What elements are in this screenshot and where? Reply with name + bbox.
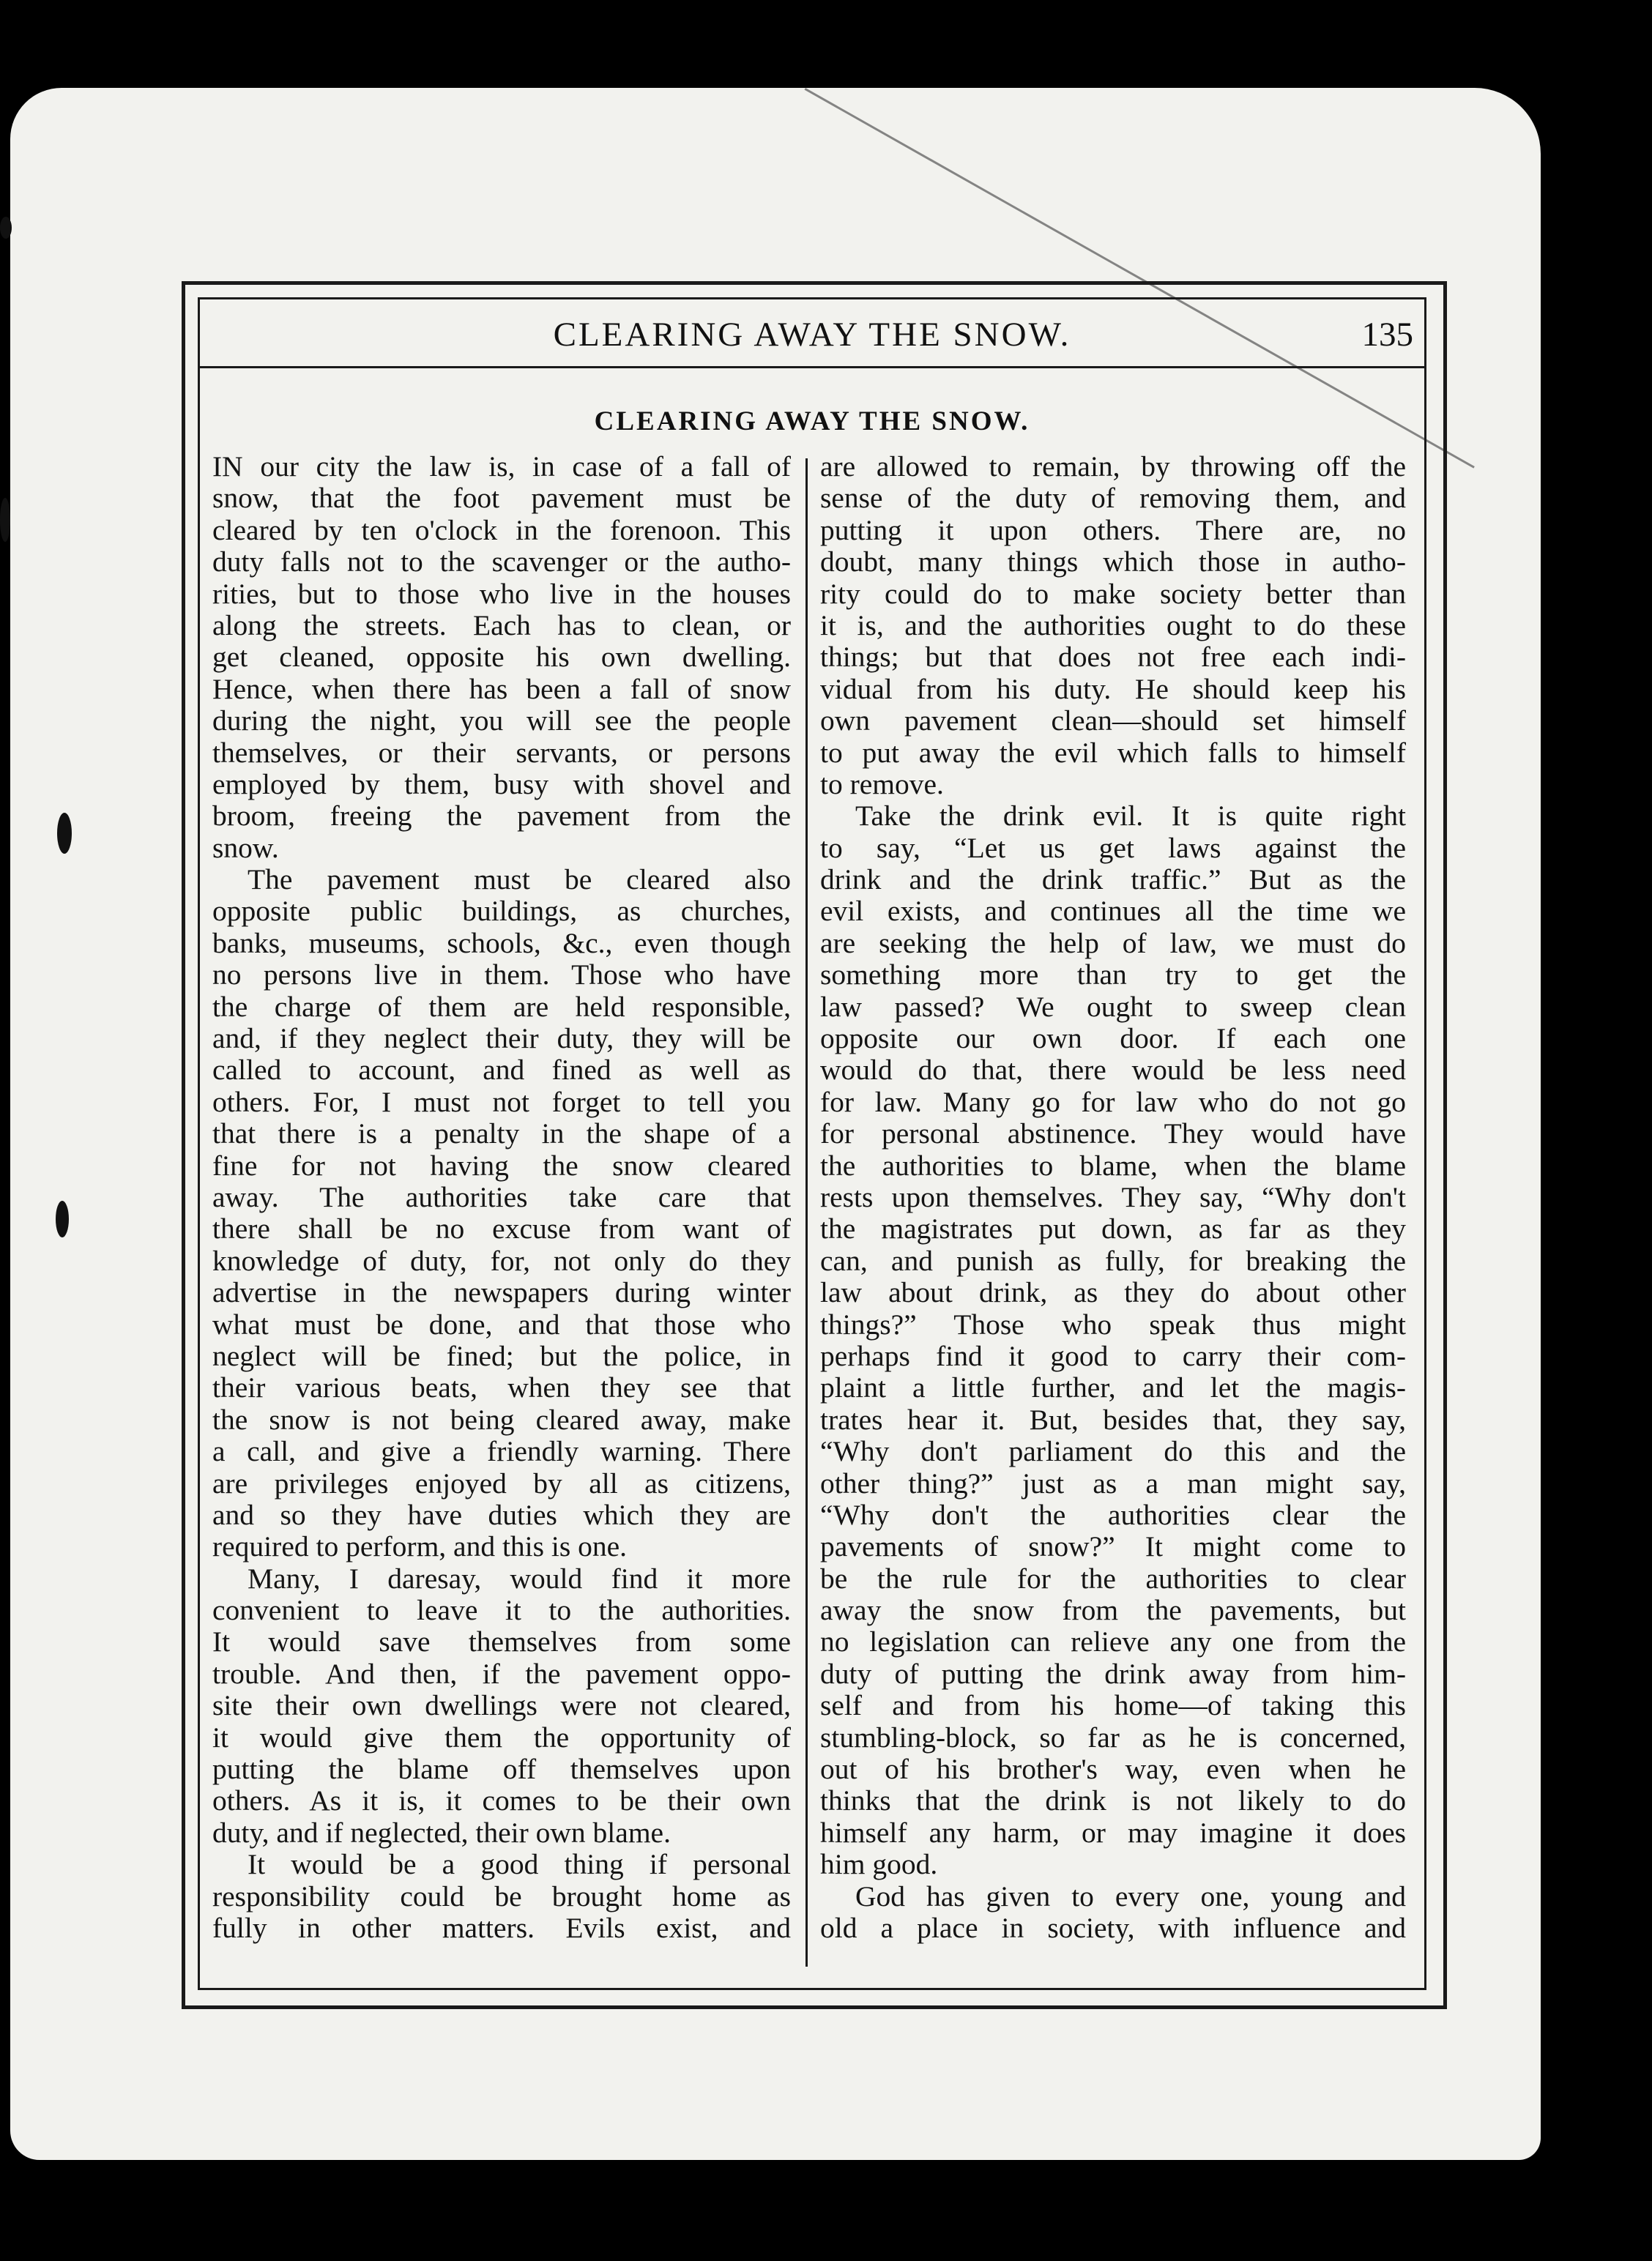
header-rule xyxy=(198,366,1426,368)
text-line: their various beats, when they see that xyxy=(212,1372,791,1404)
text-line: broom, freeing the pavement from the xyxy=(212,800,791,832)
text-line: law about drink, as they do about other xyxy=(820,1277,1406,1309)
text-line: own pavement clean—should set himself xyxy=(820,705,1406,737)
text-line: duty, and if neglected, their own blame. xyxy=(212,1817,671,1849)
text-line: rests upon themselves. They say, “Why don't xyxy=(820,1181,1406,1213)
text-line: it would give them the opportunity of xyxy=(212,1721,791,1754)
text-line: opposite public buildings, as churches, xyxy=(212,895,791,928)
text-line: others. As it is, it comes to be their own xyxy=(212,1785,791,1817)
text-line: evil exists, and continues all the time we xyxy=(820,895,1406,928)
text-line: it is, and the authorities ought to do these xyxy=(820,609,1406,641)
text-line: rities, but to those who live in the houses xyxy=(212,578,791,610)
text-line: “Why don't the authorities clear the xyxy=(820,1499,1406,1531)
text-line: called to account, and fined as well as xyxy=(212,1054,791,1087)
text-line: things?” Those who speak thus might xyxy=(820,1308,1406,1341)
page-number: 135 xyxy=(1361,316,1413,354)
text-line: along the streets. Each has to clean, or xyxy=(212,609,791,641)
text-line: snow, that the foot pavement must be xyxy=(212,483,791,515)
text-line: thinks that the drink is not likely to do xyxy=(820,1785,1406,1817)
text-line: what must be done, and that those who xyxy=(212,1308,791,1341)
text-line: God has given to every one, young and xyxy=(855,1880,1406,1912)
text-line: plaint a little further, and let the magis- xyxy=(820,1372,1406,1404)
text-line: cleared by ten o'clock in the forenoon. This xyxy=(212,514,791,546)
text-line: IN our city the law is, in case of a fall of xyxy=(212,451,791,483)
text-line: advertise in the newspapers during winter xyxy=(212,1277,791,1309)
text-line: the authorities to blame, when the blame xyxy=(820,1150,1406,1182)
text-line: perhaps find it good to carry their com- xyxy=(820,1340,1406,1372)
text-line: opposite our own door. If each one xyxy=(820,1023,1406,1055)
text-line: drink and the drink traffic.” But as the xyxy=(820,864,1406,896)
text-line: are privileges enjoyed by all as citizens, xyxy=(212,1467,791,1500)
text-line: old a place in society, with influence and xyxy=(820,1912,1406,1944)
text-line: self and from his home—of taking this xyxy=(820,1690,1406,1722)
text-line: Many, I daresay, would find it more xyxy=(248,1562,791,1595)
text-line: The pavement must be cleared also xyxy=(248,864,791,896)
text-line: required to perform, and this is one. xyxy=(212,1531,628,1563)
text-line: can, and punish as fully, for breaking the xyxy=(820,1245,1406,1277)
text-line: pavements of snow?” It might come to xyxy=(820,1531,1406,1563)
text-line: themselves, or their servants, or persons xyxy=(212,737,791,769)
text-line: trouble. And then, if the pavement oppo- xyxy=(212,1658,791,1690)
text-line: away. The authorities take care that xyxy=(212,1181,791,1213)
text-line: the snow is not being cleared away, make xyxy=(212,1404,791,1436)
text-line: sense of the duty of removing them, and xyxy=(820,483,1406,515)
text-line: the magistrates put down, as far as they xyxy=(820,1213,1406,1245)
text-line: employed by them, busy with shovel and xyxy=(212,768,791,800)
text-line: law passed? We ought to sweep clean xyxy=(820,991,1406,1023)
text-line: trates hear it. But, besides that, they say, xyxy=(820,1404,1406,1436)
text-line: It would be a good thing if personal xyxy=(248,1849,791,1881)
text-line: others. For, I must not forget to tell you xyxy=(212,1086,791,1118)
text-line: duty falls not to the scavenger or the autho- xyxy=(212,546,791,578)
text-line: get cleaned, opposite his own dwelling. xyxy=(212,641,791,674)
text-line: out of his brother's way, even when he xyxy=(820,1754,1406,1786)
text-line: are allowed to remain, by throwing off the xyxy=(820,451,1406,483)
binding-mark xyxy=(56,1201,69,1237)
right-text-column xyxy=(820,451,1406,1944)
text-line: fully in other matters. Evils exist, and xyxy=(212,1912,791,1944)
text-line: him good. xyxy=(820,1849,938,1881)
text-line: for law. Many go for law who do not go xyxy=(820,1086,1406,1118)
text-line: himself any harm, or may imagine it does xyxy=(820,1817,1406,1849)
text-line: knowledge of duty, for, not only do they xyxy=(212,1245,791,1277)
binding-mark xyxy=(0,217,12,239)
text-line: It would save themselves from some xyxy=(212,1626,791,1658)
text-line: something more than try to get the xyxy=(820,959,1406,991)
text-line: are seeking the help of law, we must do xyxy=(820,927,1406,959)
text-line: a call, and give a friendly warning. There xyxy=(212,1436,791,1468)
text-line: there shall be no excuse from want of xyxy=(212,1213,791,1245)
text-line: site their own dwellings were not cleared, xyxy=(212,1690,791,1722)
text-line: to say, “Let us get laws against the xyxy=(820,832,1406,864)
text-line: putting it upon others. There are, no xyxy=(820,514,1406,546)
bottom-rule xyxy=(182,2006,1447,2008)
text-line: stumbling-block, so far as he is concerned, xyxy=(820,1721,1406,1754)
text-line: Hence, when there has been a fall of snow xyxy=(212,673,791,705)
text-line: fine for not having the snow cleared xyxy=(212,1150,791,1182)
text-line: and so they have duties which they are xyxy=(212,1499,791,1531)
text-line: during the night, you will see the people xyxy=(212,705,791,737)
text-line: banks, museums, schools, &c., even though xyxy=(212,927,791,959)
text-line: and, if they neglect their duty, they will be xyxy=(212,1023,791,1055)
text-line: Take the drink evil. It is quite right xyxy=(855,800,1406,832)
text-line: snow. xyxy=(212,832,279,864)
text-line: rity could do to make society better than xyxy=(820,578,1406,610)
column-divider xyxy=(805,458,808,1967)
text-line: no legislation can relieve any one from the xyxy=(820,1626,1406,1658)
text-line: putting the blame off themselves upon xyxy=(212,1754,791,1786)
text-line: convenient to leave it to the authorities. xyxy=(212,1595,791,1627)
text-line: be the rule for the authorities to clear xyxy=(820,1562,1406,1595)
article-title: CLEARING AWAY THE SNOW. xyxy=(594,406,1030,436)
binding-mark xyxy=(57,813,72,854)
binding-mark xyxy=(0,498,10,542)
text-line: vidual from his duty. He should keep his xyxy=(820,673,1406,705)
text-line: other thing?” just as a man might say, xyxy=(820,1467,1406,1500)
text-line: to put away the evil which falls to himself xyxy=(820,737,1406,769)
text-line: things; but that does not free each indi- xyxy=(820,641,1406,674)
text-line: no persons live in them. Those who have xyxy=(212,959,791,991)
text-line: neglect will be fined; but the police, in xyxy=(212,1340,791,1372)
text-line: doubt, many things which those in autho- xyxy=(820,546,1406,578)
running-head: CLEARING AWAY THE SNOW. xyxy=(553,316,1071,354)
text-line: would do that, there would be less need xyxy=(820,1054,1406,1087)
text-line: responsibility could be brought home as xyxy=(212,1880,791,1912)
text-line: away the snow from the pavements, but xyxy=(820,1595,1406,1627)
text-line: duty of putting the drink away from him- xyxy=(820,1658,1406,1690)
text-line: for personal abstinence. They would have xyxy=(820,1118,1406,1150)
left-text-column xyxy=(212,451,791,1944)
text-line: the charge of them are held responsible, xyxy=(212,991,791,1023)
text-line: that there is a penalty in the shape of a xyxy=(212,1118,791,1150)
text-line: “Why don't parliament do this and the xyxy=(820,1436,1406,1468)
text-line: to remove. xyxy=(820,768,944,800)
